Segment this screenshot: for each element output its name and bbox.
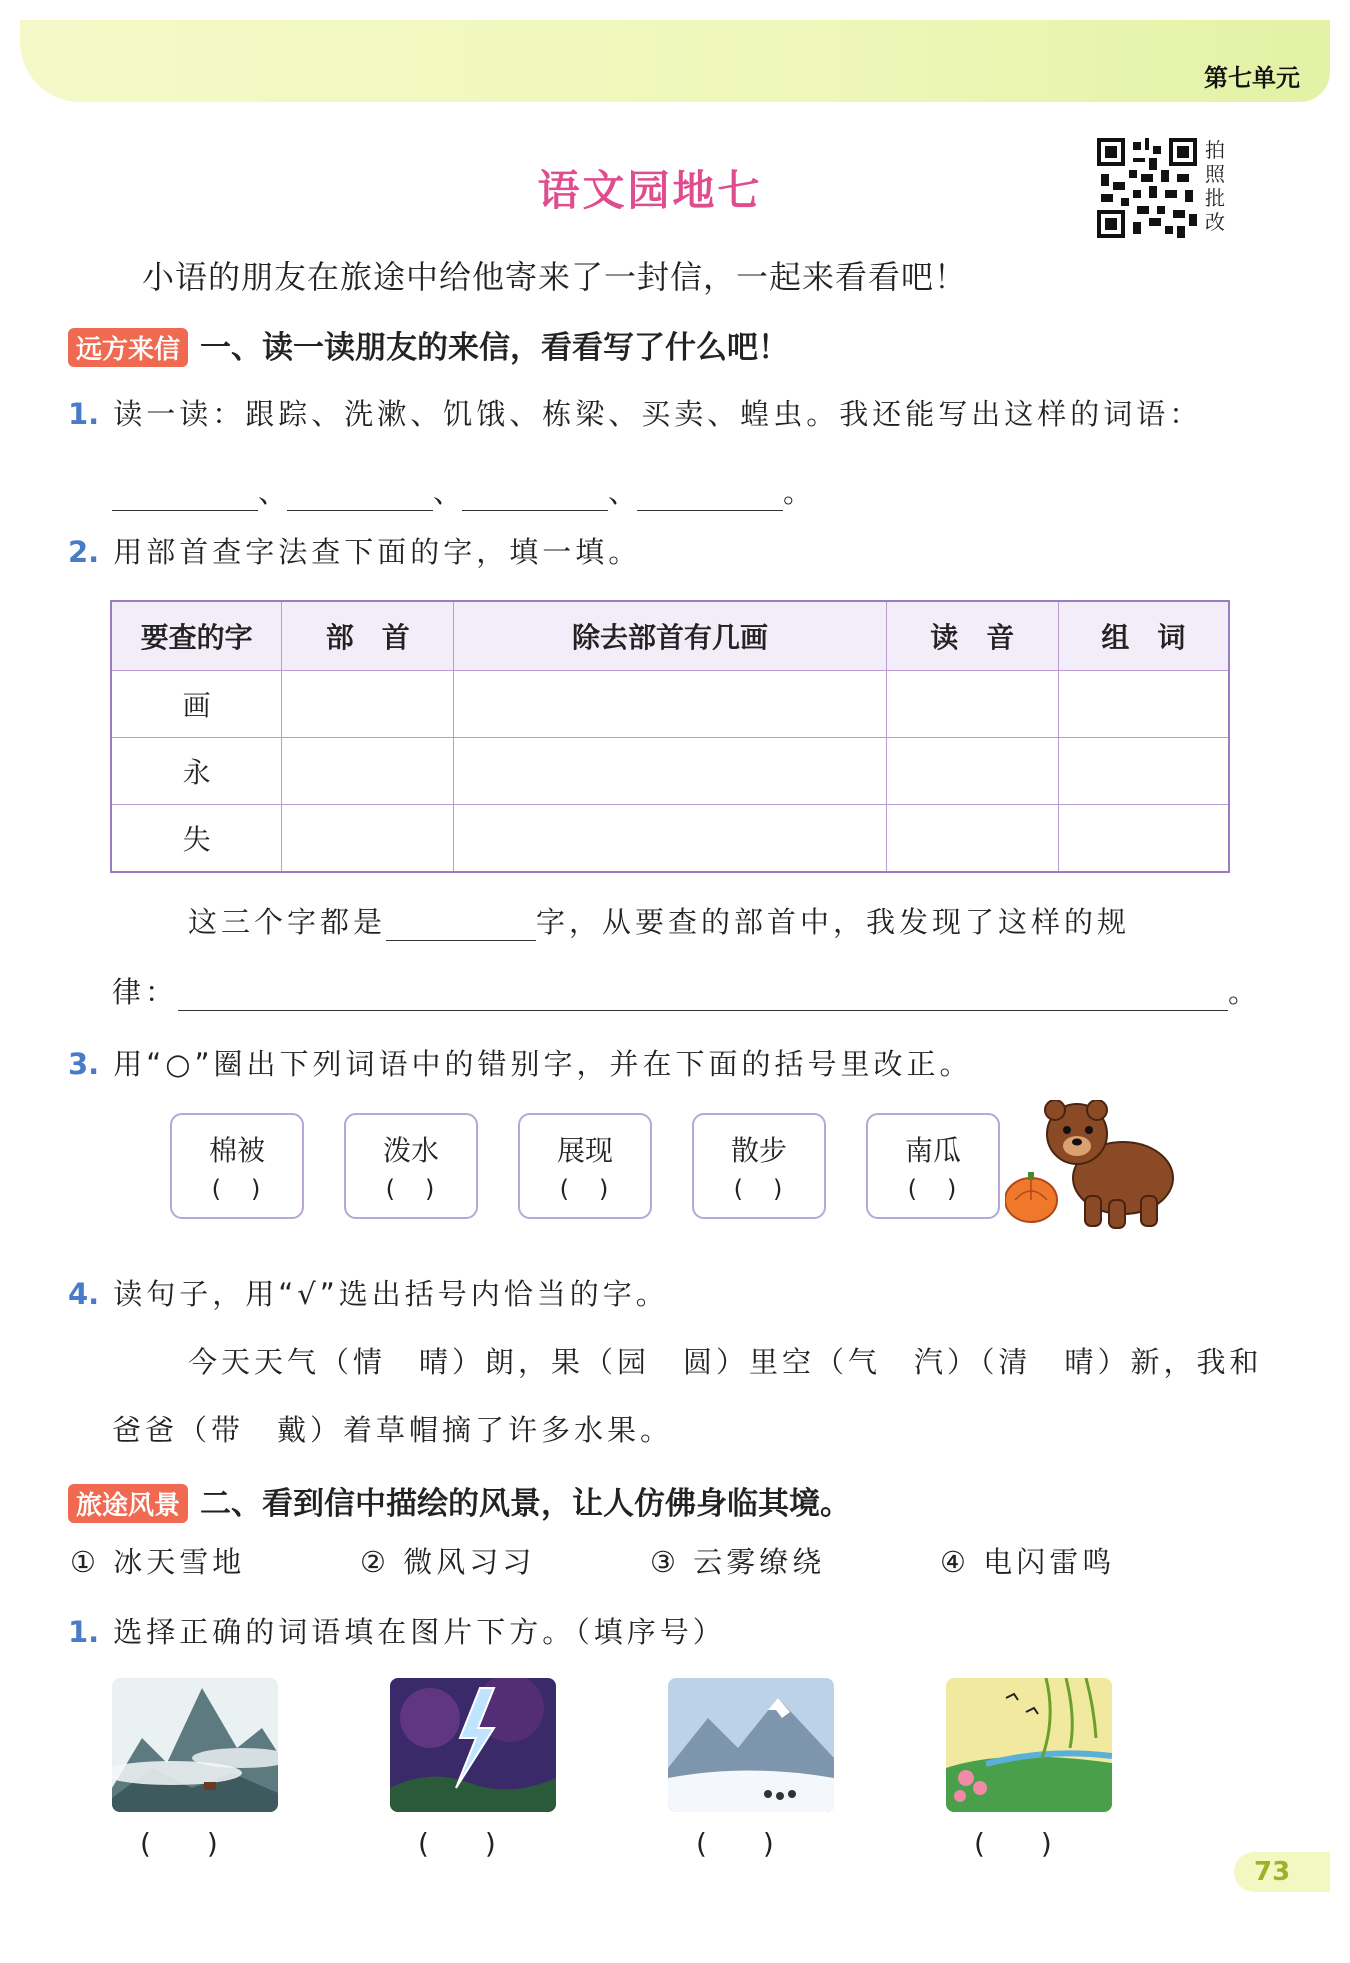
table-cell-blank[interactable] — [1058, 805, 1229, 873]
question-text: 用部首查字法查下面的字，填一填。 — [113, 535, 642, 569]
qr-label: 拍照批改 — [1205, 138, 1225, 234]
table-cell-blank[interactable] — [886, 738, 1058, 805]
followup-text: 这三个字都是 — [188, 905, 387, 939]
correction-paren[interactable]: () — [211, 1175, 291, 1203]
separator: 、 — [258, 475, 288, 509]
table-cell-char: 失 — [111, 805, 282, 873]
question-number: 3. — [68, 1047, 100, 1081]
word-text: 展现 — [556, 1134, 613, 1167]
table-cell-char: 画 — [111, 671, 282, 738]
page-title: 语文园地七 — [537, 166, 763, 215]
intro-text: 小语的朋友在旅途中给他寄来了一封信，一起来看看吧！ — [142, 258, 968, 296]
q4-sentence-line-1[interactable]: 今天天气（情 晴）朗，果（园 圆）里空（气 汽）（清 晴）新，我和 — [188, 1345, 1263, 1379]
page-number: 73 — [1234, 1852, 1330, 1892]
table-cell-blank[interactable] — [1058, 738, 1229, 805]
correction-paren[interactable]: () — [733, 1175, 813, 1203]
section-title: 二、看到信中描绘的风景，让人仿佛身临其境。 — [200, 1486, 852, 1522]
misty-mountain-picture — [112, 1678, 278, 1812]
question-4 — [68, 1272, 669, 1313]
snowy-mountain-picture — [668, 1678, 834, 1812]
correction-paren[interactable]: () — [385, 1175, 465, 1203]
spring-willow-picture — [946, 1678, 1112, 1812]
followup-text: 律： — [112, 975, 179, 1009]
table-header: 部 首 — [282, 601, 454, 671]
table-header: 读 音 — [886, 601, 1058, 671]
lightning-storm-picture — [390, 1678, 556, 1812]
correction-paren[interactable]: () — [559, 1175, 639, 1203]
answer-blank[interactable] — [386, 910, 536, 941]
section-1-heading — [68, 322, 789, 367]
question-5 — [68, 1610, 726, 1651]
separator: 、 — [433, 475, 463, 509]
qr-code-icon[interactable] — [1097, 138, 1197, 238]
word-box — [866, 1113, 1000, 1219]
section-tag: 远方来信 — [68, 328, 188, 367]
word-text: 棉被 — [208, 1134, 265, 1167]
question-number: 1. — [68, 1615, 100, 1649]
separator: 、 — [608, 475, 638, 509]
correction-paren[interactable]: () — [907, 1175, 987, 1203]
answer-blank[interactable] — [287, 480, 433, 511]
question-number: 2. — [68, 535, 100, 569]
question-1 — [68, 392, 1202, 433]
answer-paren[interactable]: ( ) — [418, 1827, 496, 1860]
table-header: 除去部首有几画 — [454, 601, 887, 671]
table-cell-blank[interactable] — [454, 738, 887, 805]
option-item: ④ 电闪雷鸣 — [940, 1545, 1116, 1579]
unit-label: 第七单元 — [1204, 64, 1300, 92]
answer-paren[interactable]: ( ) — [140, 1827, 218, 1860]
table-header: 要查的字 — [111, 601, 282, 671]
radical-lookup-table — [110, 600, 1230, 873]
question-2 — [68, 530, 641, 571]
period: 。 — [783, 475, 813, 509]
q4-sentence-line-2[interactable]: 爸爸（带 戴）着草帽摘了许多水果。 — [112, 1413, 674, 1447]
question-text: 读一读：跟踪、洗漱、饥饿、栋梁、买卖、蝗虫。我还能写出这样的词语： — [113, 397, 1203, 431]
word-box — [692, 1113, 826, 1219]
answer-paren[interactable]: ( ) — [974, 1827, 1052, 1860]
q2-followup-line — [188, 900, 1130, 941]
q2-rule-line — [112, 970, 1261, 1011]
table-row — [111, 738, 1229, 805]
table-cell-blank[interactable] — [282, 738, 454, 805]
table-cell-char: 永 — [111, 738, 282, 805]
q1-answer-line — [112, 470, 812, 511]
bear-pumpkin-illustration — [1005, 1100, 1185, 1230]
word-text: 泼水 — [382, 1134, 439, 1167]
table-cell-blank[interactable] — [282, 805, 454, 873]
word-box — [344, 1113, 478, 1219]
period: 。 — [1228, 975, 1262, 1009]
answer-blank[interactable] — [462, 480, 608, 511]
question-3 — [68, 1042, 973, 1083]
word-box — [518, 1113, 652, 1219]
followup-text: 字，从要查的部首中，我发现了这样的规 — [536, 905, 1131, 939]
section-title: 一、读一读朋友的来信，看看写了什么吧！ — [200, 330, 790, 366]
question-text: 读句子，用“√”选出括号内恰当的字。 — [113, 1277, 669, 1311]
question-number: 4. — [68, 1277, 100, 1311]
answer-paren[interactable]: ( ) — [696, 1827, 774, 1860]
option-item: ③ 云雾缭绕 — [650, 1545, 826, 1579]
option-item: ① 冰天雪地 — [70, 1545, 246, 1579]
word-text: 南瓜 — [904, 1134, 961, 1167]
table-header: 组 词 — [1058, 601, 1229, 671]
header-band — [20, 20, 1330, 102]
table-row — [111, 805, 1229, 873]
table-cell-blank[interactable] — [454, 671, 887, 738]
answer-blank[interactable] — [112, 480, 258, 511]
option-item: ② 微风习习 — [360, 1545, 536, 1579]
section-2-heading — [68, 1478, 851, 1523]
question-number: 1. — [68, 397, 100, 431]
answer-blank[interactable] — [178, 980, 1228, 1011]
word-text: 散步 — [730, 1134, 787, 1167]
table-header-row — [111, 601, 1229, 671]
table-cell-blank[interactable] — [886, 671, 1058, 738]
table-row — [111, 671, 1229, 738]
section-tag: 旅途风景 — [68, 1484, 188, 1523]
table-cell-blank[interactable] — [282, 671, 454, 738]
table-cell-blank[interactable] — [1058, 671, 1229, 738]
table-cell-blank[interactable] — [454, 805, 887, 873]
table-cell-blank[interactable] — [886, 805, 1058, 873]
answer-blank[interactable] — [637, 480, 783, 511]
question-text: 用“○”圈出下列词语中的错别字，并在下面的括号里改正。 — [113, 1047, 973, 1081]
question-text: 选择正确的词语填在图片下方。（填序号） — [113, 1615, 726, 1649]
word-box — [170, 1113, 304, 1219]
